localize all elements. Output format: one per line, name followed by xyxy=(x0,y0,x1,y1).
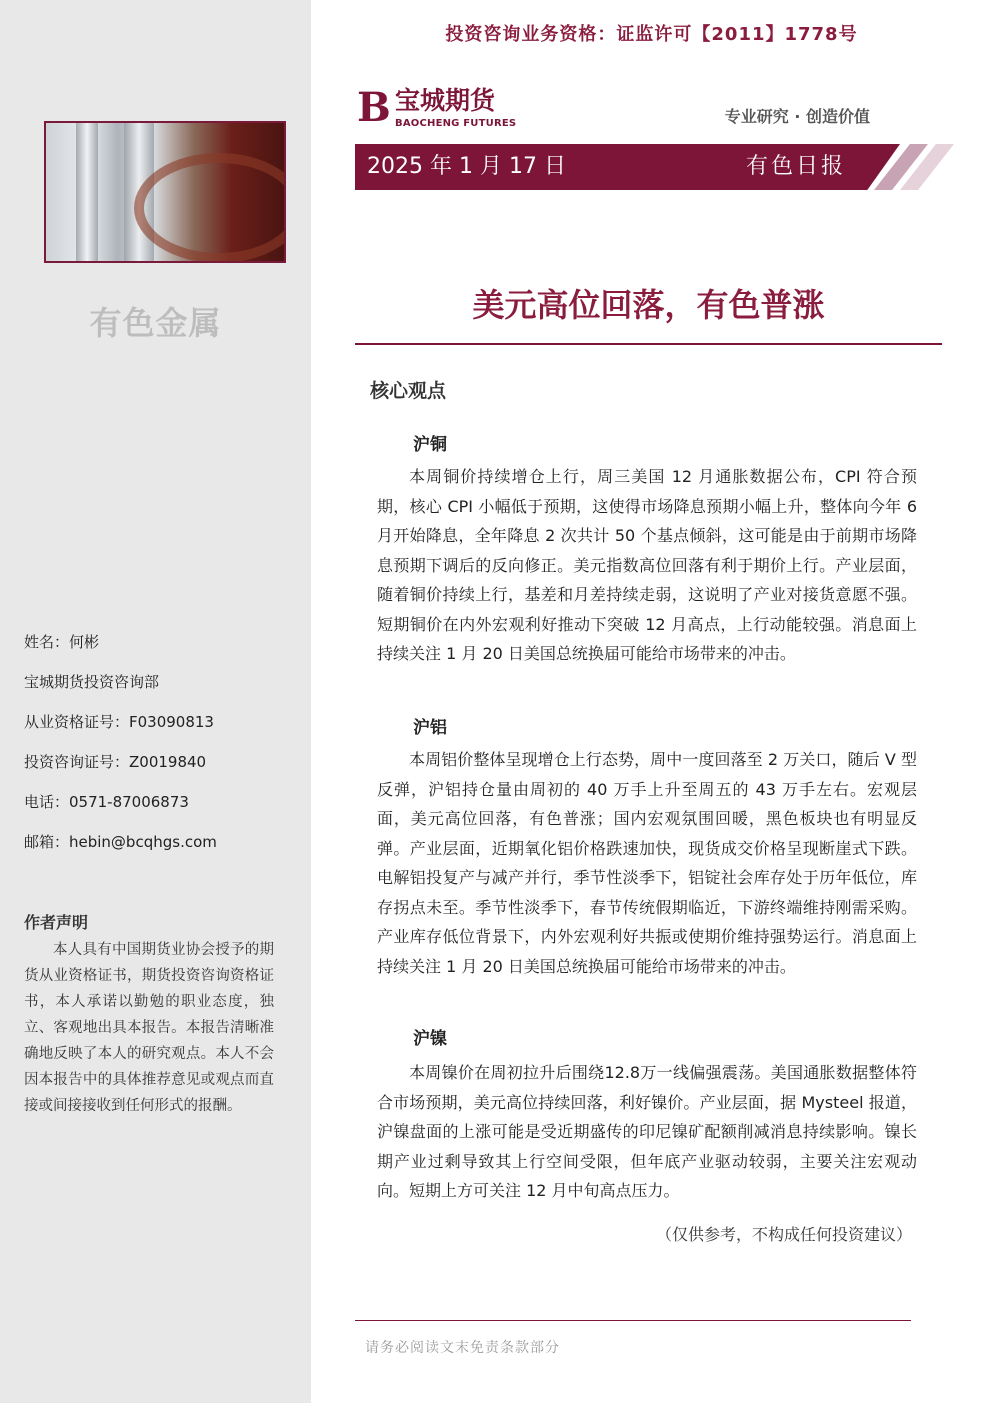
logo-mark: B xyxy=(357,84,391,131)
author-statement-title: 作者声明 xyxy=(24,913,89,932)
headline-divider xyxy=(355,343,942,345)
nickel-title: 沪镍 xyxy=(413,1029,447,1049)
aluminum-title: 沪铝 xyxy=(413,718,447,738)
reference-note: （仅供参考，不构成任何投资建议） xyxy=(655,1225,912,1244)
aluminum-paragraph: 本周铝价整体呈现增仓上行态势，周中一度回落至 2 万关口，随后 V 型反弹，沪铝持仓量由周初的 40 万手上升至周五的 43 万手左右。宏观层面，美元高位回落，有色普涨；国内宏观氛围回暖，黑色板块也有明显反弹。产业层面，近期氧化铝价格跌速加快，现货成交价格呈现断崖式下跌。电解铝投复产与减产并行，季节性淡季下，铝锭社会库存处于历年低位，库存拐点未至。季节性淡季下，春节传统假期临近，下游终端维持刚需采购。产业库存低位背景下，内外宏观利好共振或使期价维持强势运行。消息面上持续关注 1 月 20 日美国总统换届可能给市场带来的冲击。 xyxy=(377,750,917,976)
author-name: 姓名：何彬 xyxy=(24,633,100,651)
logo-name-cn: 宝城期货 xyxy=(395,86,496,115)
slogan: 专业研究 · 创造价值 xyxy=(724,107,870,126)
email-address[interactable]: 邮箱：hebin@bcqhgs.com xyxy=(24,833,217,851)
report-date: 2025 年 1 月 17 日 xyxy=(367,154,566,179)
copper-title: 沪铜 xyxy=(413,435,447,455)
category-title: 有色金属 xyxy=(89,304,222,342)
consulting-number: 投资咨询证号：Z0019840 xyxy=(24,753,207,771)
qualification-number: 从业资格证号：F03090813 xyxy=(24,713,214,731)
headline: 美元高位回落，有色普涨 xyxy=(472,286,825,324)
author-statement-text: 本人具有中国期货业协会授予的期货从业资格证书，期货投资咨询资格证书，本人承诺以勤勉的职业态度，独立、客观地出具本报告。本报告清晰准确地反映了本人的研究观点。本人不会因本报告中的具体推荐意见或观点而直接或间接接收到任何形式的报酬。 xyxy=(24,942,274,1114)
footer-divider xyxy=(355,1320,911,1321)
cover-image xyxy=(44,121,286,263)
company-logo xyxy=(357,86,527,132)
license-line: 投资咨询业务资格：证监许可【2011】1778号 xyxy=(445,24,858,45)
section-title: 核心观点 xyxy=(370,380,447,402)
report-type: 有色日报 xyxy=(746,154,847,179)
author-contact xyxy=(24,630,217,870)
pipe-graphic xyxy=(76,123,98,261)
author-department: 宝城期货投资咨询部 xyxy=(24,673,160,691)
copper-paragraph: 本周铜价持续增仓上行，周三美国 12 月通胀数据公布，CPI 符合预期，核心 CPI 小幅低于预期，这使得市场降息预期小幅上升，整体向今年 6 月开始降息，全年降息 2 次共计 50 个基点倾斜，这可能是由于前期市场降息预期下调后的反向修正。美元指数高位回落有利于期价上行。产业层面，随着铜价持续上行，基差和月差持续走弱，这说明了产业对接货意愿不强。短期铜价在内外宏观利好推动下突破 12 月高点，上行动能较强。消息面上持续关注 1 月 20 日美国总统换届可能给市场带来的冲击。 xyxy=(377,467,917,663)
nickel-paragraph: 本周镍价在周初拉升后围绕12.8万一线偏强震荡。美国通胀数据整体符合市场预期，美元高位持续回落，利好镍价。产业层面，据 Mysteel 报道，沪镍盘面的上涨可能是受近期盛传的印尼镍矿配额削减消息持续影响。镍长期产业过剩导致其上行空间受限，但年底产业驱动较弱，主要关注宏观动向。短期上方可关注 12 月中旬高点压力。 xyxy=(377,1063,917,1200)
logo-name-en: BAOCHENG FUTURES xyxy=(395,118,517,129)
footer-disclaimer-link[interactable]: 请务必阅读文末免责条款部分 xyxy=(365,1340,560,1356)
sidebar xyxy=(0,0,311,1403)
phone-number: 电话：0571-87006873 xyxy=(24,793,189,811)
copper-coil-graphic xyxy=(134,153,286,263)
